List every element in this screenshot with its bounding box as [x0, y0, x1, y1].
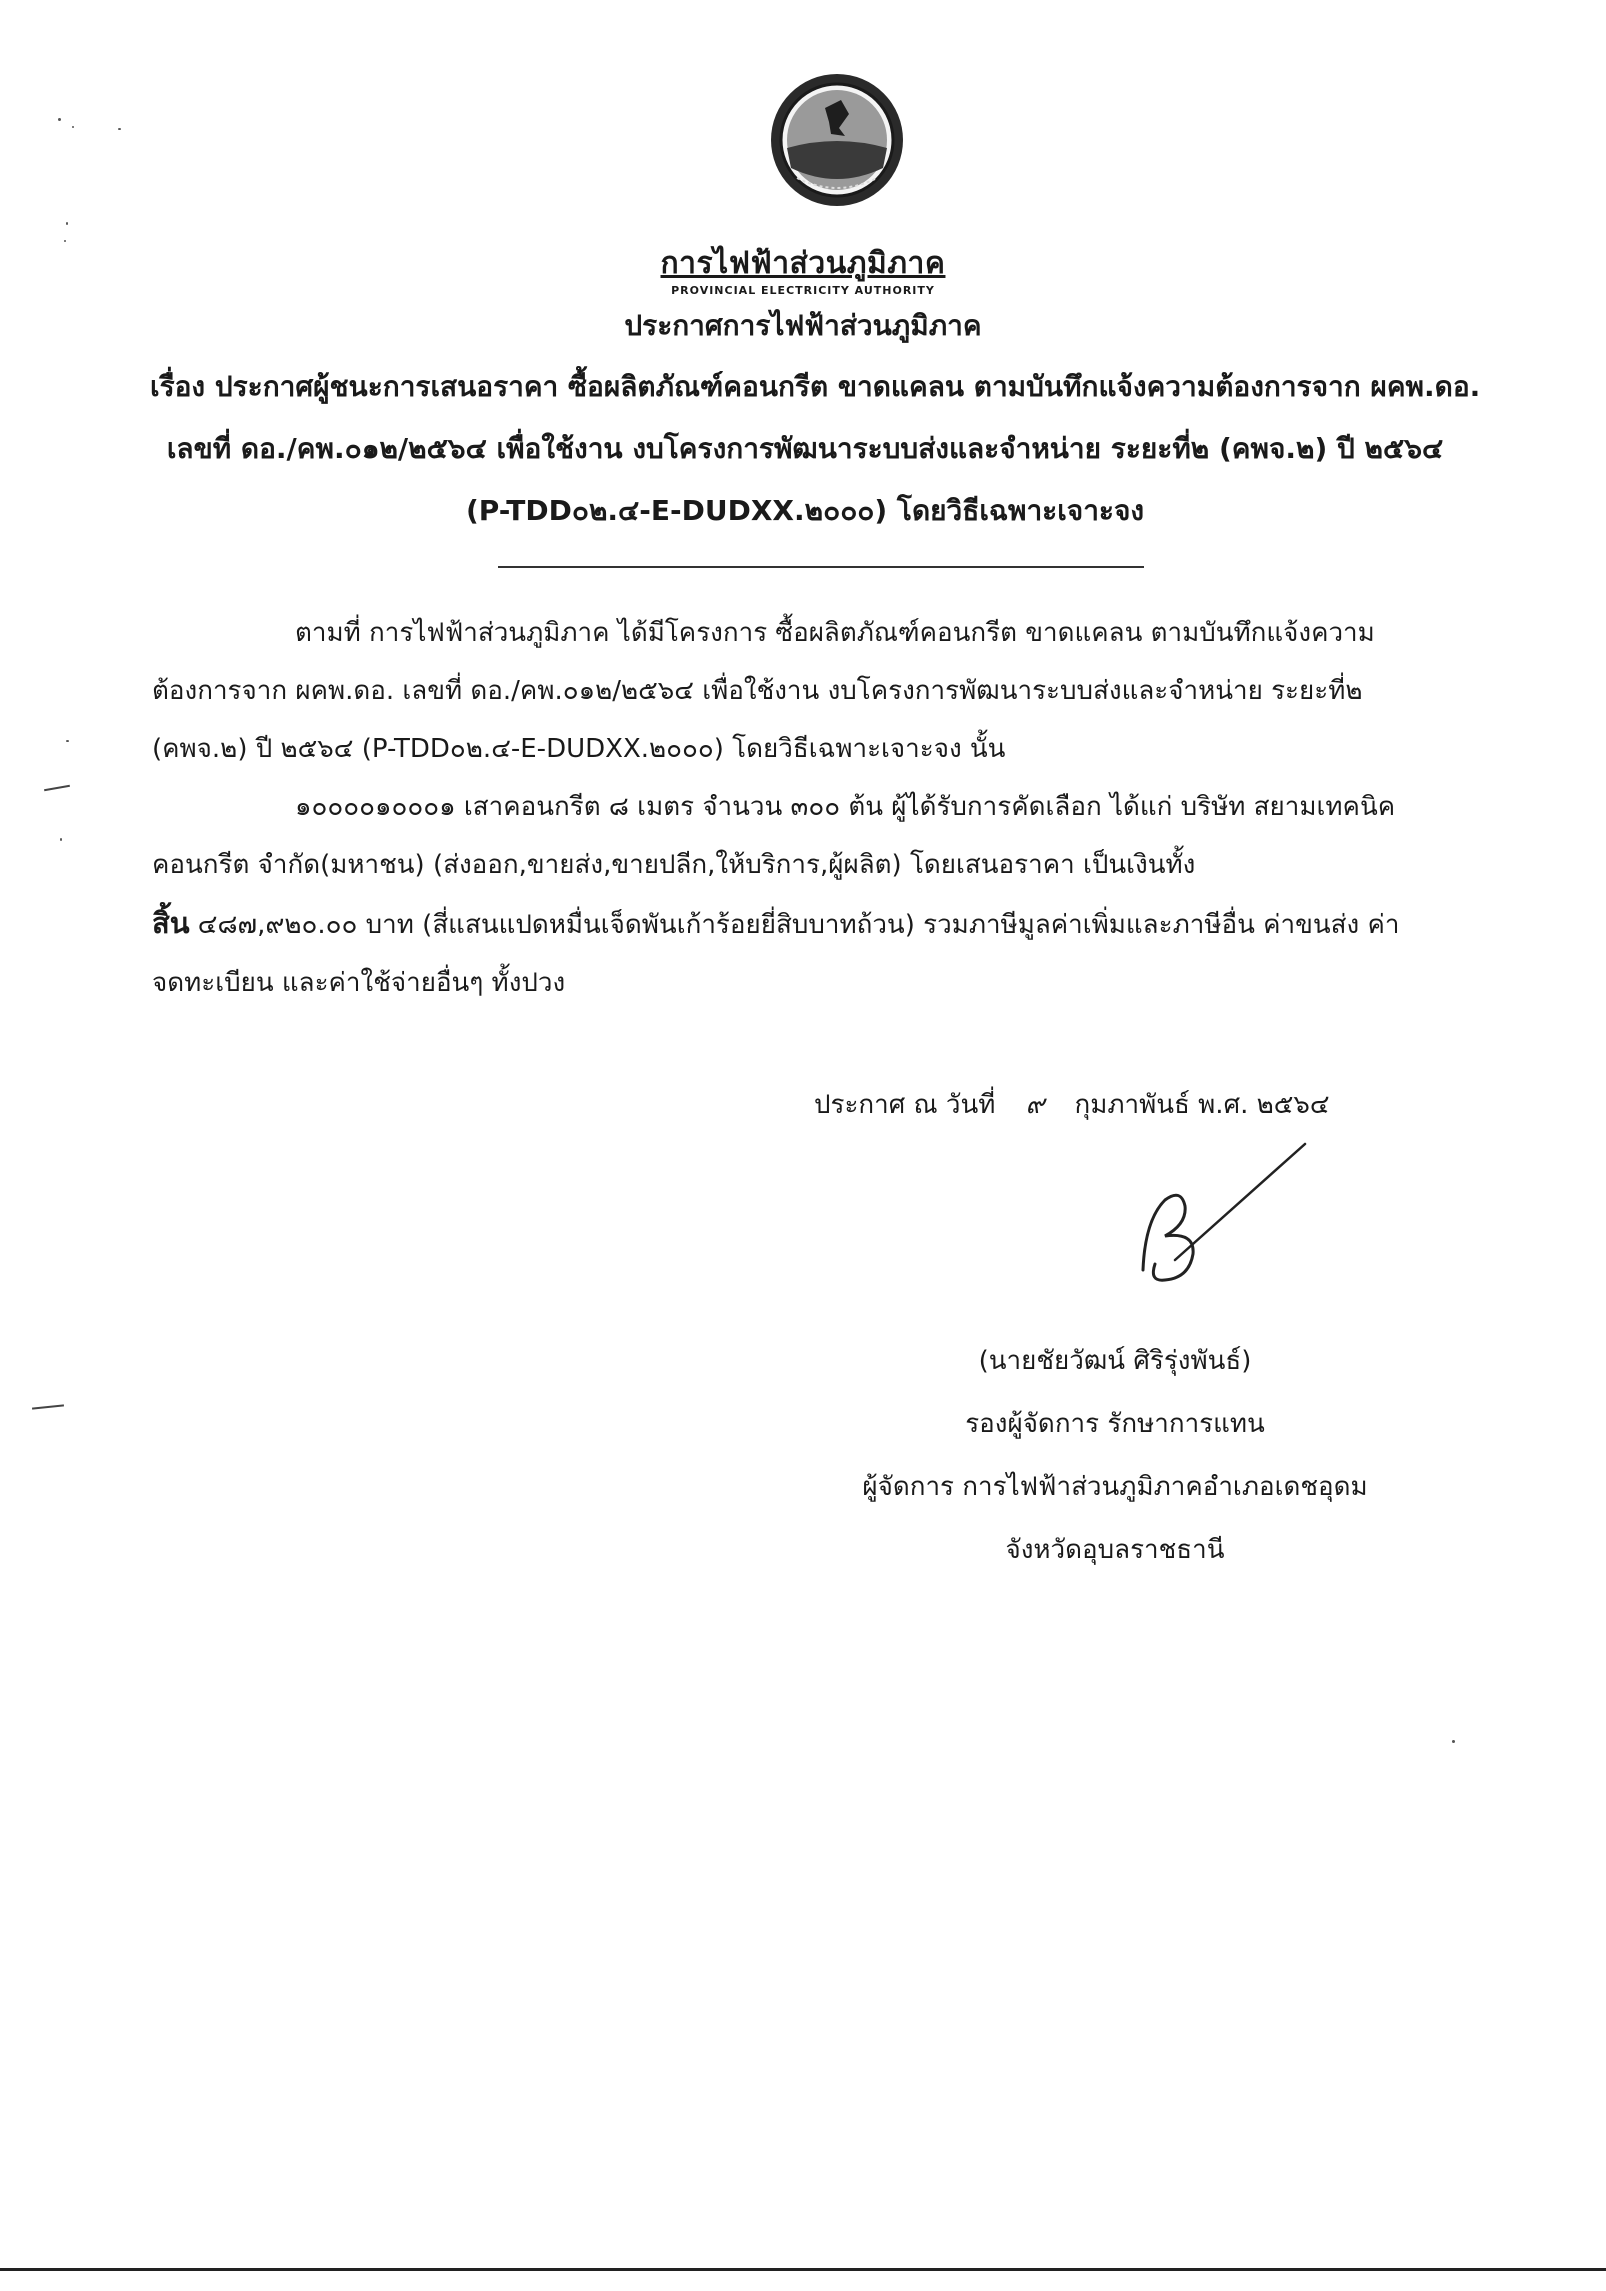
paragraph-line: จดทะเบียน และค่าใช้จ่ายอื่นๆ ทั้งปวง — [152, 968, 566, 998]
announcement-date — [814, 1084, 1330, 1125]
subject-line: (P-TDD๐๒.๔-E-DUDXX.๒๐๐๐) โดยวิธีเฉพาะเจาะจง — [465, 494, 1145, 527]
scan-speck — [64, 240, 66, 242]
scan-speck — [60, 838, 62, 841]
signatory-block — [840, 1330, 1390, 1582]
pea-seal-logo — [767, 70, 907, 210]
paragraph-line: ๑๐๐๐๐๑๐๐๐๑ เสาคอนกรีต ๘ เมตร จำนวน ๓๐๐ ต้น ผู้ได้รับการคัดเลือก ได้แก่ บริษัท สยามเทคนิค — [295, 792, 1396, 822]
scan-mark — [44, 785, 70, 791]
date-month-year: กุมภาพันธ์ พ.ศ. ๒๕๖๔ — [1074, 1090, 1330, 1120]
paragraph-line: ต้องการจาก ผคพ.ดอ. เลขที่ ดอ./คพ.๐๑๒/๒๕๖๔ เพื่อใช้งาน งบโครงการพัฒนาระบบส่งและจำหน่าย ระยะที่๒ — [152, 676, 1363, 706]
signatory-position: จังหวัดอุบลราชธานี — [1005, 1535, 1225, 1565]
scan-mark — [32, 1404, 64, 1409]
paragraph-line: คอนกรีต จำกัด(มหาชน) (ส่งออก,ขายส่ง,ขายปลีก,ให้บริการ,ผู้ผลิต) โดยเสนอราคา เป็นเงินทั้ง — [152, 850, 1196, 880]
signatory-name: (นายชัยวัฒน์ ศิริรุ่งพันธ์) — [978, 1346, 1252, 1376]
scan-speck — [66, 740, 69, 742]
scan-bottom-edge — [0, 2268, 1606, 2271]
paragraph-line: (คพจ.๒) ปี ๒๕๖๔ (P-TDD๐๒.๔-E-DUDXX.๒๐๐๐) โดยวิธีเฉพาะเจาะจง นั้น — [152, 734, 1006, 764]
handwritten-signature — [1105, 1140, 1365, 1320]
organization-name-thai: การไฟฟ้าส่วนภูมิภาค — [660, 246, 946, 281]
paragraph-word: สิ้น — [152, 906, 190, 940]
scan-speck — [1452, 1740, 1455, 1743]
scan-speck — [66, 222, 68, 225]
paragraph-line: ตามที่ การไฟฟ้าส่วนภูมิภาค ได้มีโครงการ ซื้อผลิตภัณฑ์คอนกรีต ขาดแคลน ตามบันทึกแจ้งความ — [295, 618, 1375, 648]
body-paragraph-award — [152, 778, 1482, 1012]
signatory-position: ผู้จัดการ การไฟฟ้าส่วนภูมิภาคอำเภอเดชอุดม — [862, 1472, 1368, 1502]
organization-name-english: PROVINCIAL ELECTRICITY AUTHORITY — [671, 284, 935, 297]
date-day: ๙ — [1025, 1090, 1045, 1120]
paragraph-line — [152, 894, 1482, 954]
document-type-heading: ประกาศการไฟฟ้าส่วนภูมิภาค — [624, 309, 982, 342]
divider-rule — [498, 566, 1144, 568]
scan-speck — [118, 128, 121, 130]
paragraph-text: ๔๘๗,๙๒๐.๐๐ บาท (สี่แสนแปดหมื่นเจ็ดพันเก้าร้อยยี่สิบบาทถ้วน) รวมภาษีมูลค่าเพิ่มและภาษีอื่น ค่าขนส่ง ค่า — [189, 910, 1400, 940]
body-paragraph-intro — [152, 604, 1482, 778]
scan-speck — [72, 126, 74, 128]
scan-speck — [58, 118, 61, 121]
subject-line: เรื่อง ประกาศผู้ชนะการเสนอราคา ซื้อผลิตภัณฑ์คอนกรีต ขาดแคลน ตามบันทึกแจ้งความต้องการจาก ผคพ.ดอ. — [150, 370, 1481, 403]
subject-line: เลขที่ ดอ./คพ.๐๑๒/๒๕๖๔ เพื่อใช้งาน งบโครงการพัฒนาระบบส่งและจำหน่าย ระยะที่๒ (คพจ.๒) ปี ๒๕๖๔ — [166, 432, 1444, 465]
subject-heading — [150, 356, 1481, 542]
signatory-position: รองผู้จัดการ รักษาการแทน — [965, 1409, 1265, 1439]
date-prefix: ประกาศ ณ วันที่ — [814, 1090, 996, 1120]
